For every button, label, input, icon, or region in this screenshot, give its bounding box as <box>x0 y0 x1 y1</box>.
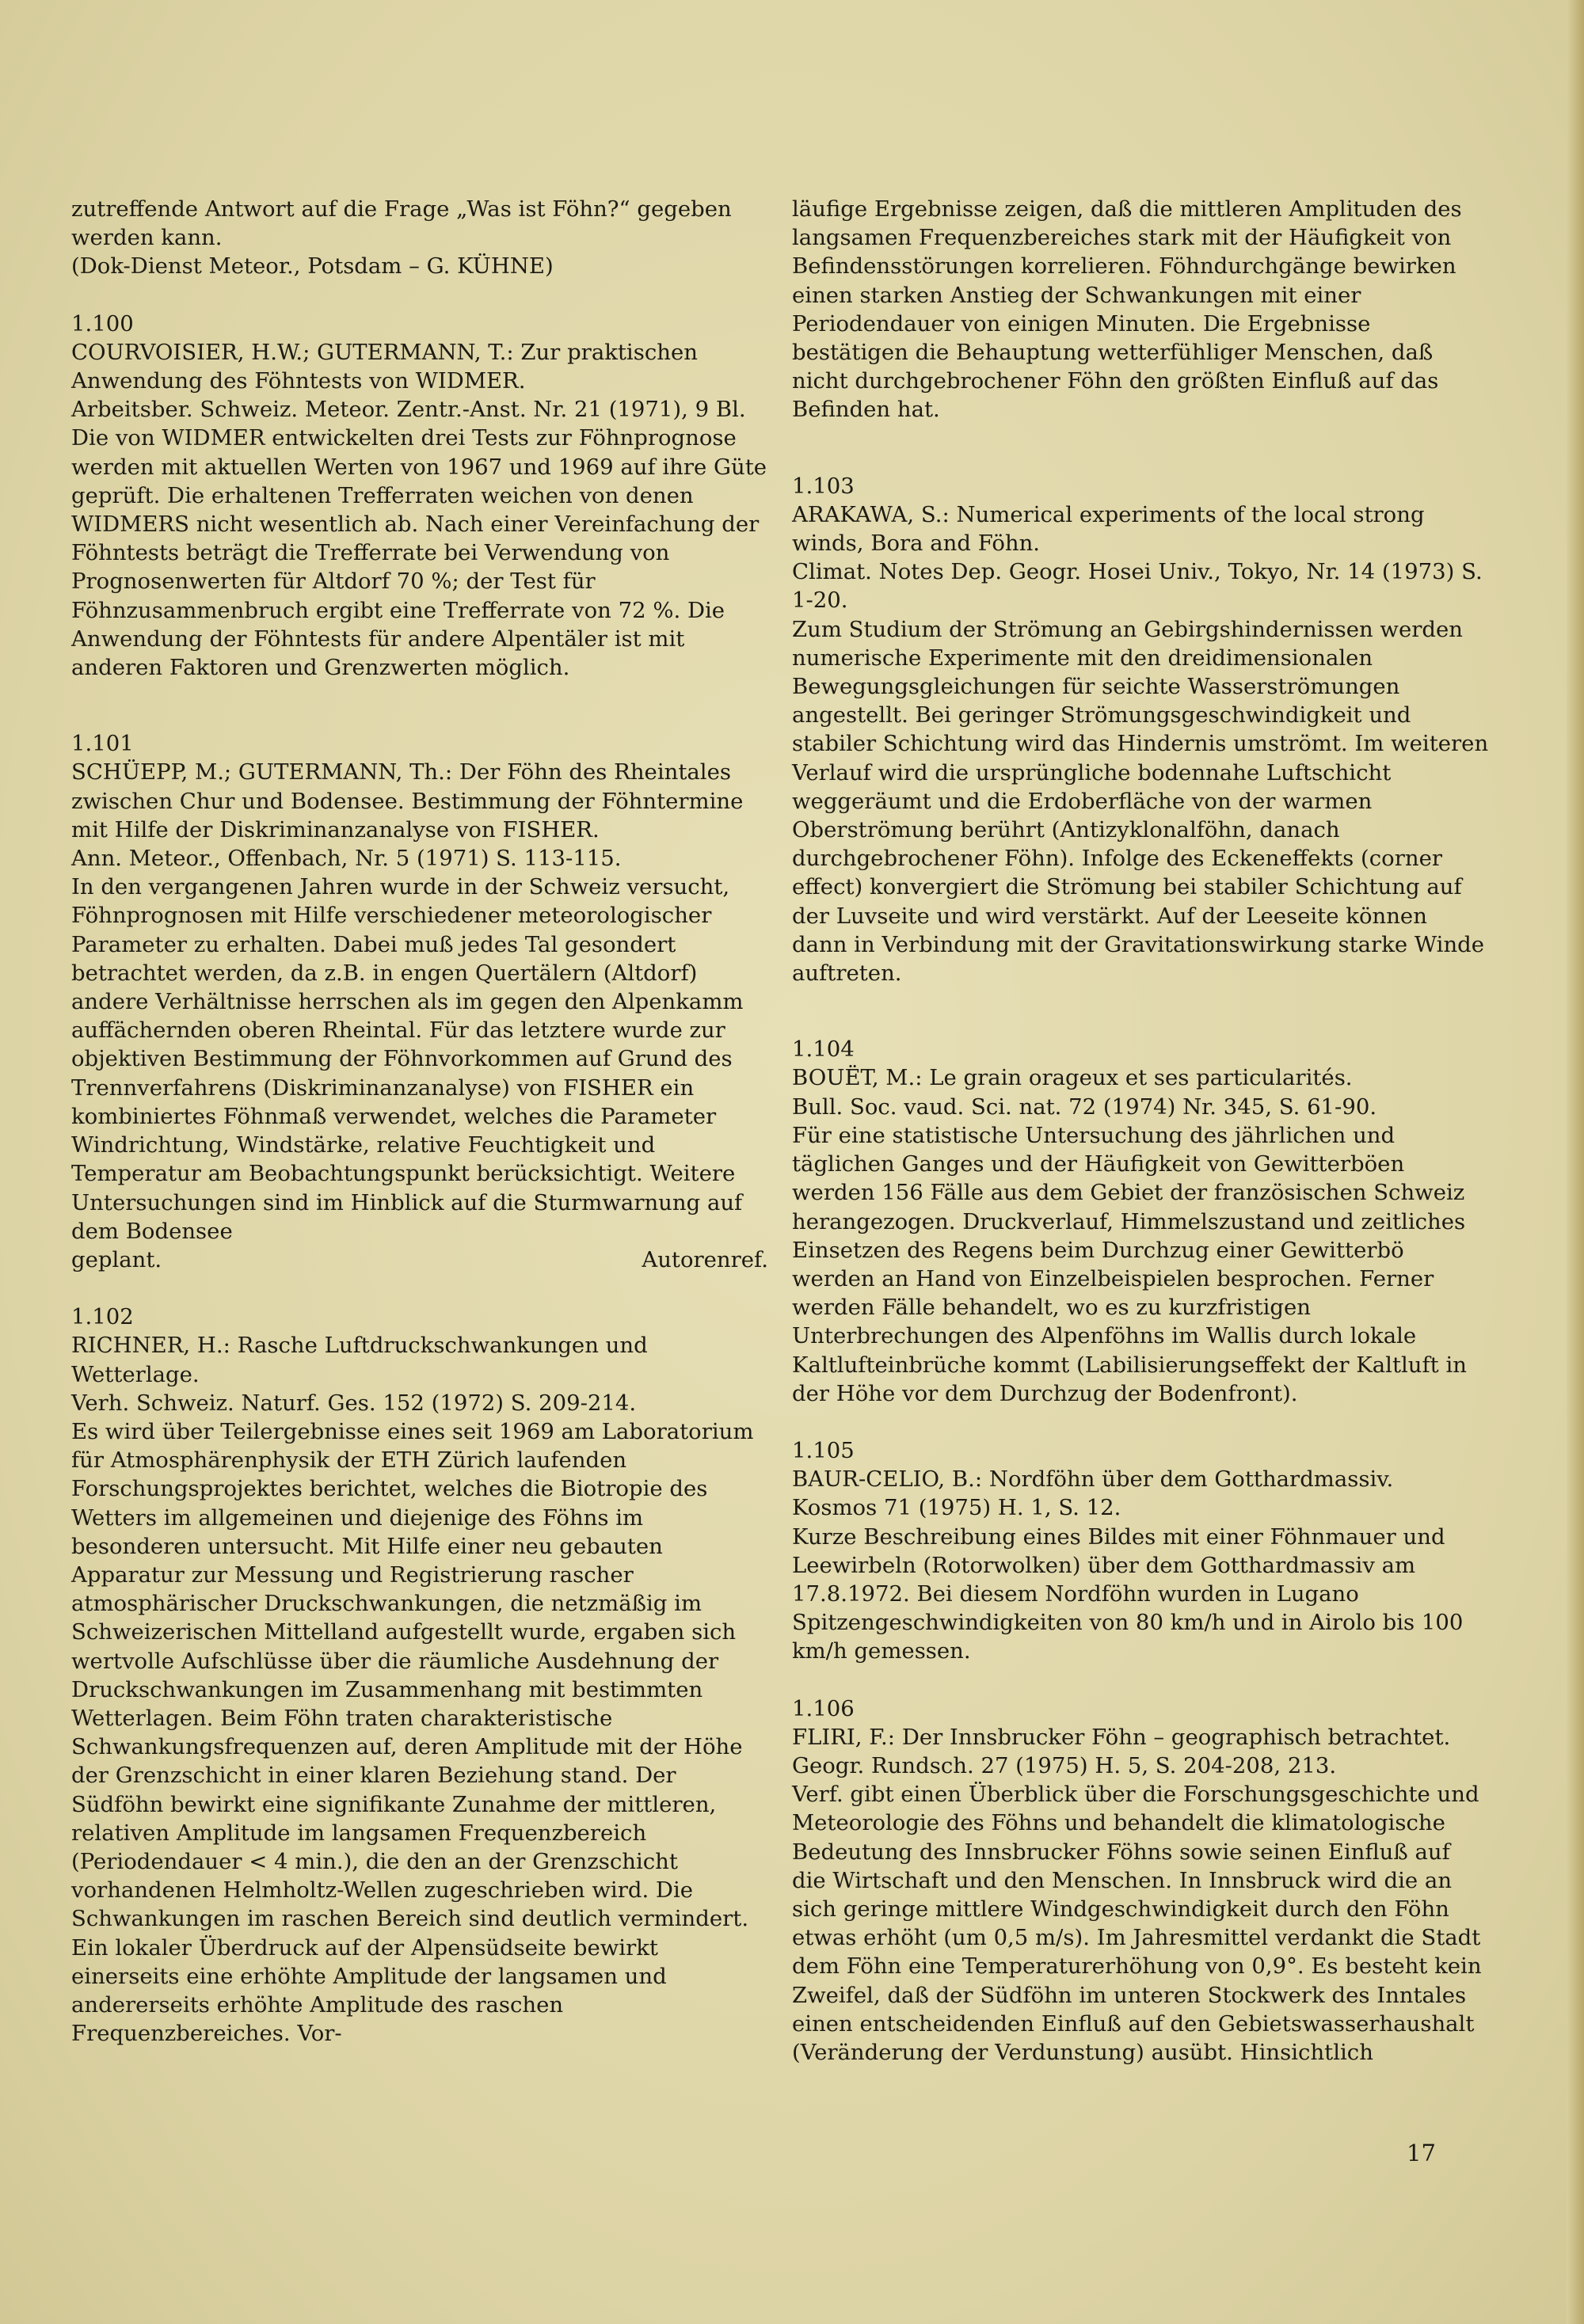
entry-title: Numerical experiments of the local strong winds, Bora and Föhn. <box>792 501 1425 557</box>
entry-abstract-end-row <box>71 1246 768 1274</box>
entry-citation <box>792 1063 1489 1092</box>
entry-abstract-end: geplant. <box>71 1246 162 1272</box>
entry-number: 1.103 <box>792 473 855 499</box>
entry-source: Arbeitsber. Schweiz. Meteor. Zentr.-Anst. Nr. 21 (1971), 9 Bl. <box>71 397 746 423</box>
entry-authors: ARAKAWA, S.: <box>792 501 950 527</box>
entry-continuation <box>71 195 768 281</box>
right-column <box>792 195 1489 2067</box>
entry-authors: BAUR-CELIO, B.: <box>792 1466 983 1493</box>
left-column <box>71 195 768 2048</box>
reviewer-note: Autorenref. <box>642 1246 768 1272</box>
entry-title: Rasche Luftdruckschwankungen und Wetterlage. <box>71 1333 648 1387</box>
entry-1-102 <box>71 1303 768 2048</box>
continuation-source: (Dok-Dienst Meteor., Potsdam – G. KÜHNE) <box>71 253 554 280</box>
entry-source: Geogr. Rundsch. 27 (1975) H. 5, S. 204-208, 213. <box>792 1752 1337 1778</box>
entry-citation <box>792 500 1489 557</box>
entry-citation <box>71 1331 768 1388</box>
entry-citation <box>71 338 768 395</box>
entry-authors: RICHNER, H.: <box>71 1333 230 1359</box>
entry-number: 1.100 <box>71 310 134 337</box>
entry-authors: FLIRI, F.: <box>792 1724 896 1750</box>
continuation-text: läufige Ergebnisse zeigen, daß die mittleren Amplituden des langsamen Frequenzbereiches stark mit der Häufigkeit von Befindensstörungen korrelieren. Föhndurchgänge bewirken einen starken Anstieg der Schwankungen mit einer Periodendauer von einigen Minuten. Die Ergebnisse bestätigen die Behauptung wetterfühliger Menschen, daß nicht durchgebrochener Föhn den größten Einfluß auf das Befinden hat. <box>792 196 1462 423</box>
entry-1-103 <box>792 472 1489 988</box>
page-number: 17 <box>1407 2140 1436 2166</box>
entry-abstract: Die von WIDMER entwickelten drei Tests zur Föhnprognose werden mit aktuellen Werten von 1967 und 1969 auf ihre Güte geprüft. Die erhaltenen Trefferraten weichen von denen WIDMERS nicht wesentlich ab. Nach einer Vereinfachung der Föhntests beträgt die Trefferrate bei Verwendung von Prognosenwerten für Altdorf 70 %; der Test für Föhnzusammenbruch ergibt eine Trefferrate von 72 %. Die Anwendung der Föhntests für andere Alpentäler ist mit anderen Faktoren und Grenzwerten möglich. <box>71 425 767 681</box>
entry-title: Der Innsbrucker Föhn – geographisch betrachtet. <box>901 1724 1451 1750</box>
entry-citation <box>792 1723 1489 1752</box>
entry-abstract: Kurze Beschreibung eines Bildes mit einer Föhnmauer und Leewirbeln (Rotorwolken) über dem Gotthardmassiv am 17.8.1972. Bei diesem Nordföhn wurden in Lugano Spitzengeschwindigkeiten von 80 km/h und in Airolo bis 100 km/h gemessen. <box>792 1523 1464 1664</box>
entry-number: 1.105 <box>792 1437 855 1463</box>
entry-number: 1.104 <box>792 1036 855 1063</box>
entry-title: Le grain orageux et ses particularités. <box>929 1065 1353 1091</box>
entry-citation <box>71 758 768 844</box>
page-edge-shadow <box>1567 0 1584 2324</box>
entry-abstract: Zum Studium der Strömung an Gebirgshindernissen werden numerische Experimente mit den dreidimensionalen Bewegungsgleichungen für seichte Wasserströmungen angestellt. Bei geringer Strömungsgeschwindigkeit und stabiler Schichtung wird das Hindernis umströmt. Im weiteren Verlauf wird die ursprüngliche bodennahe Luftschicht weggeräumt und die Erdoberfläche von der warmen Oberströmung berührt (Antizyklonalföhn, danach durchgebrochener Föhn). Infolge des Eckeneffekts (corner effect) konvergiert die Strömung bei stabiler Schichtung auf der Luvseite und wird verstärkt. Auf der Leeseite können dann in Verbindung mit der Gravitationswirkung starke Winde auftreten. <box>792 616 1489 987</box>
entry-title: Nordföhn über dem Gotthardmassiv. <box>988 1466 1394 1493</box>
entry-abstract: Verf. gibt einen Überblick über die Forschungsgeschichte und Meteorologie des Föhns und behandelt die klimatologische Bedeutung des Innsbrucker Föhns sowie seinen Einfluß auf die Wirtschaft und den Menschen. In Innsbruck wird die an sich geringe mittlere Windgeschwindigkeit durch den Föhn etwas erhöht (um 0,5 m/s). Im Jahresmittel verdankt die Stadt dem Föhn eine Temperaturerhöhung von 0,9°. Es besteht kein Zweifel, daß der Südföhn im unteren Stockwerk des Inntales einen entscheidenden Einfluß auf den Gebietswasserhaushalt (Veränderung der Verdunstung) ausübt. Hinsichtlich <box>792 1782 1482 2065</box>
entry-source: Climat. Notes Dep. Geogr. Hosei Univ., Tokyo, Nr. 14 (1973) S. 1-20. <box>792 559 1483 614</box>
entry-authors: SCHÜEPP, M.; GUTERMANN, Th.: <box>71 759 453 785</box>
entry-source: Verh. Schweiz. Naturf. Ges. 152 (1972) S. 209-214. <box>71 1390 637 1416</box>
entry-authors: BOUËT, M.: <box>792 1065 923 1091</box>
entry-source: Bull. Soc. vaud. Sci. nat. 72 (1974) Nr. 345, S. 61-90. <box>792 1094 1377 1120</box>
entry-1-105 <box>792 1436 1489 1666</box>
entry-source: Ann. Meteor., Offenbach, Nr. 5 (1971) S. 113-115. <box>71 846 622 872</box>
entry-1-104 <box>792 1035 1489 1408</box>
entry-1-106 <box>792 1695 1489 2067</box>
entry-abstract: Es wird über Teilergebnisse eines seit 1969 am Laboratorium für Atmosphärenphysik der ETH Zürich laufenden Forschungsprojektes berichtet, welches die Biotropie des Wetters im allgemeinen und diejenige des Föhns im besonderen untersucht. Mit Hilfe einer neu gebauten Apparatur zur Messung und Registrierung rascher atmosphärischer Druckschwankungen, die netzmäßig im Schweizerischen Mittelland aufgestellt wurde, ergaben sich wertvolle Aufschlüsse über die räumliche Ausdehnung der Druckschwankungen im Zusammenhang mit bestimmten Wetterlagen. Beim Föhn traten charakteristische Schwankungsfrequenzen auf, deren Amplitude mit der Höhe der Grenzschicht in einer klaren Beziehung stand. Der Südföhn bewirkt eine signifikante Zunahme der mittleren, relativen Amplitude im langsamen Frequenzbereich (Periodendauer < 4 min.), die den an der Grenzschicht vorhandenen Helmholtz-Wellen zugeschrieben wird. Die Schwankungen im raschen Bereich sind deutlich vermindert. Ein lokaler Überdruck auf der Alpensüdseite bewirkt einerseits eine erhöhte Amplitude der langsamen und andererseits erhöhte Amplitude des raschen Frequenzbereiches. Vor- <box>71 1418 754 2047</box>
entry-title: Zur praktischen Anwendung des Föhntests von WIDMER. <box>71 339 698 394</box>
entry-authors: COURVOISIER, H.W.; GUTERMANN, T.: <box>71 339 514 365</box>
entry-1-101 <box>71 729 768 1274</box>
entry-abstract: Für eine statistische Untersuchung des jährlichen und täglichen Ganges und der Häufigkeit von Gewitterböen werden 156 Fälle aus dem Gebiet der französischen Schweiz herangezogen. Druckverlauf, Himmelszustand und zeitliches Einsetzen des Regens beim Durchzug einer Gewitterbö werden an Hand von Einzelbeispielen besprochen. Ferner werden Fälle behandelt, wo es zu kurzfristigen Unterbrechungen des Alpenföhns im Wallis durch lokale Kaltlufteinbrüche kommt (Labilisierungseffekt der Kaltluft in der Höhe vor dem Durchzug der Bodenfront). <box>792 1122 1467 1406</box>
entry-title: Der Föhn des Rheintales zwischen Chur und Bodensee. Bestimmung der Föhntermine mit Hilfe der Diskriminanzanalyse von FISHER. <box>71 759 744 842</box>
continuation-text: zutreffende Antwort auf die Frage „Was ist Föhn?“ gegeben werden kann. <box>71 196 732 251</box>
entry-number: 1.101 <box>71 731 134 757</box>
entry-1-100 <box>71 310 768 683</box>
entry-abstract: In den vergangenen Jahren wurde in der Schweiz versucht, Föhnprognosen mit Hilfe verschiedener meteorologischer Parameter zu erhalten. Dabei muß jedes Tal gesondert betrachtet werden, da z.B. in engen Quertälern (Altdorf) andere Verhältnisse herrschen als im gegen den Alpenkamm auffächernden oberen Rheintal. Für das letztere wurde zur objektiven Bestimmung der Föhnvorkommen auf Grund des Trennverfahrens (Diskriminanzanalyse) von FISHER ein kombiniertes Föhnmaß verwendet, welches die Parameter Windrichtung, Windstärke, relative Feuchtigkeit und Temperatur am Beobachtungspunkt berücksichtigt. Weitere Untersuchungen sind im Hinblick auf die Sturmwarnung auf dem Bodensee <box>71 874 744 1244</box>
entry-number: 1.102 <box>71 1304 134 1330</box>
entry-source: Kosmos 71 (1975) H. 1, S. 12. <box>792 1495 1121 1521</box>
entry-citation <box>792 1465 1489 1493</box>
entry-number: 1.106 <box>792 1695 855 1721</box>
